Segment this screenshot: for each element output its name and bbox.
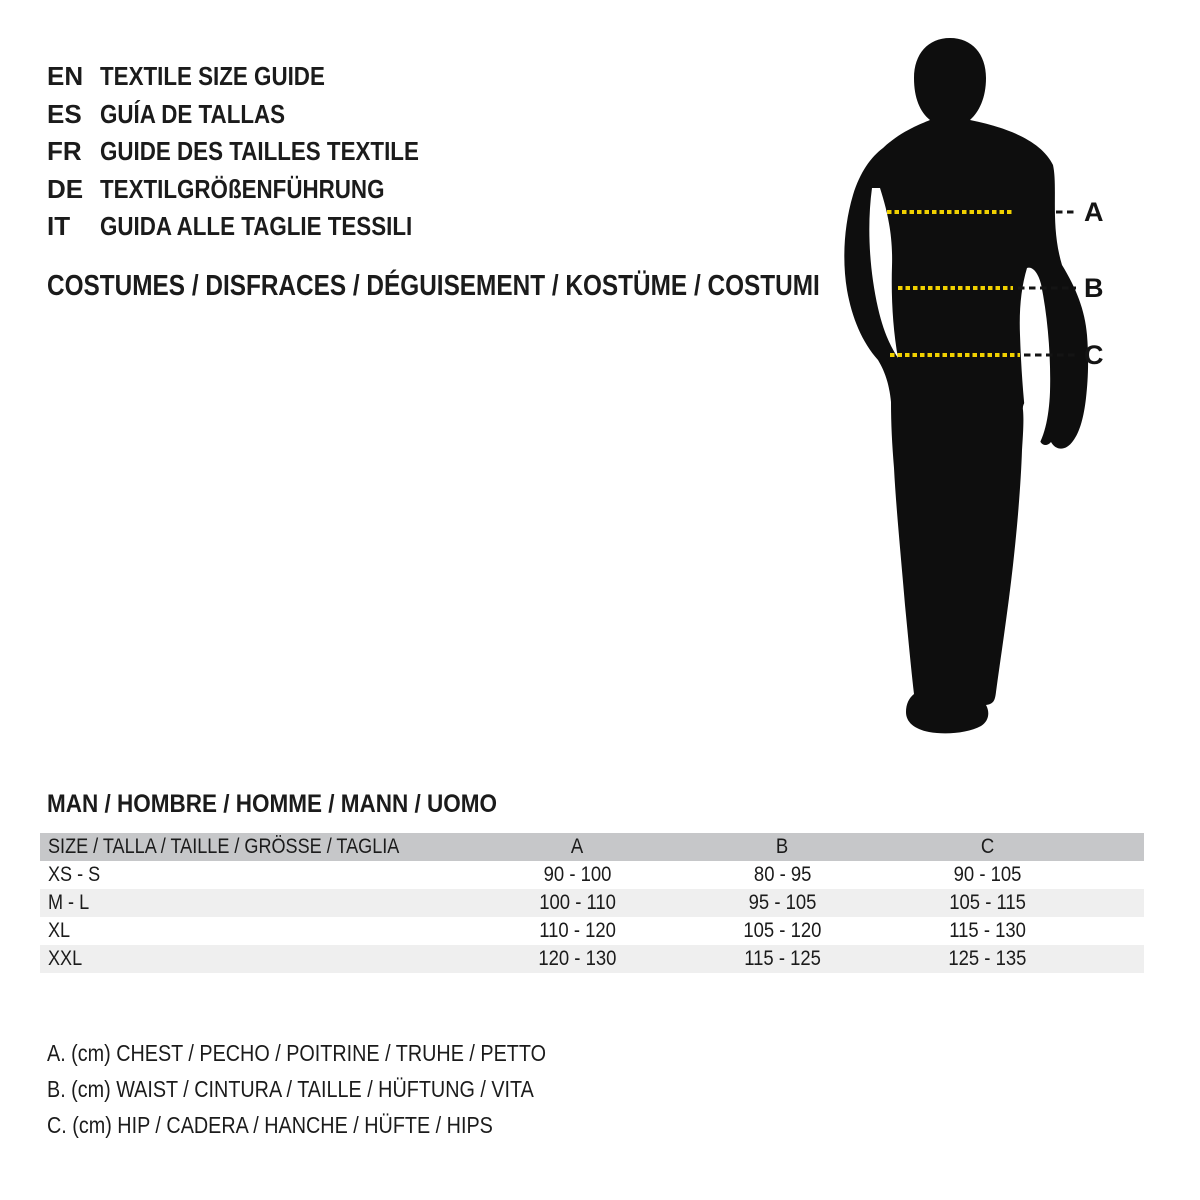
filler-cell xyxy=(1090,917,1144,945)
section-title-text: MAN / HOMBRE / HOMME / MANN / UOMO xyxy=(47,790,497,818)
waist-cell: 115 - 125 xyxy=(744,947,821,970)
size-cell: XS - S xyxy=(48,863,101,886)
chest-cell: 90 - 100 xyxy=(543,863,612,886)
section-title xyxy=(47,790,547,819)
size-cell: M - L xyxy=(48,891,90,914)
language-title: TEXTILE SIZE GUIDE xyxy=(100,61,325,91)
chest-cell: 110 - 120 xyxy=(539,919,616,942)
hip-cell: 90 - 105 xyxy=(953,863,1022,886)
measurement-label-a: A xyxy=(1084,197,1104,227)
language-row-it xyxy=(47,208,471,246)
size-table-header-row xyxy=(40,833,1144,861)
measurement-label-c: C xyxy=(1084,340,1104,370)
header-filler xyxy=(1090,833,1144,861)
language-title: TEXTILGRÖßENFÜHRUNG xyxy=(100,173,385,204)
language-title: GUIDA ALLE TAGLIE TESSILI xyxy=(100,211,413,241)
table-row xyxy=(40,917,1144,945)
language-row-en xyxy=(47,58,471,96)
filler-cell xyxy=(1090,945,1144,973)
column-header-b: B xyxy=(776,835,789,858)
size-table xyxy=(40,833,1144,973)
legend-line-hip: C. (cm) HIP / CADERA / HANCHE / HÜFTE / HIPS xyxy=(47,1112,493,1138)
filler-cell xyxy=(1090,889,1144,917)
hip-cell: 125 - 135 xyxy=(948,947,1027,970)
chest-cell: 120 - 130 xyxy=(538,947,617,970)
waist-cell: 105 - 120 xyxy=(743,919,822,942)
language-code: DE xyxy=(47,173,84,204)
hip-cell: 115 - 130 xyxy=(949,919,1026,942)
column-header-a: A xyxy=(571,835,584,858)
filler-cell xyxy=(1090,861,1144,889)
language-title: GUÍA DE TALLAS xyxy=(100,98,286,129)
language-title: GUIDE DES TAILLES TEXTILE xyxy=(100,136,419,166)
language-code: ES xyxy=(47,98,82,129)
language-code: EN xyxy=(47,61,84,91)
language-row-de xyxy=(47,171,471,209)
legend-line-chest: A. (cm) CHEST / PECHO / POITRINE / TRUHE / PETTO xyxy=(47,1040,546,1066)
language-code: FR xyxy=(47,136,82,166)
man-silhouette-icon xyxy=(844,38,1088,733)
size-column-header: SIZE / TALLA / TAILLE / GRÖSSE / TAGLIA xyxy=(48,835,400,858)
language-list xyxy=(47,58,471,246)
waist-cell: 80 - 95 xyxy=(753,863,812,886)
measurement-label-b: B xyxy=(1084,273,1104,303)
table-row xyxy=(40,889,1144,917)
language-row-es xyxy=(47,96,471,134)
legend-line-waist: B. (cm) WAIST / CINTURA / TAILLE / HÜFTUNG / VITA xyxy=(47,1076,534,1102)
man-silhouette-figure xyxy=(820,20,1120,760)
measurement-legend xyxy=(47,1035,627,1143)
table-row xyxy=(40,861,1144,889)
size-cell: XXL xyxy=(48,947,83,970)
chest-cell: 100 - 110 xyxy=(539,891,616,914)
waist-cell: 95 - 105 xyxy=(748,891,817,914)
hip-cell: 105 - 115 xyxy=(949,891,1026,914)
language-row-fr xyxy=(47,133,471,171)
size-cell: XL xyxy=(48,919,71,942)
language-code: IT xyxy=(47,211,71,241)
table-row xyxy=(40,945,1144,973)
column-header-c: C xyxy=(980,835,995,858)
category-title-text: COSTUMES / DISFRACES / DÉGUISEMENT / KOSTÜME / COSTUMI xyxy=(47,270,820,302)
